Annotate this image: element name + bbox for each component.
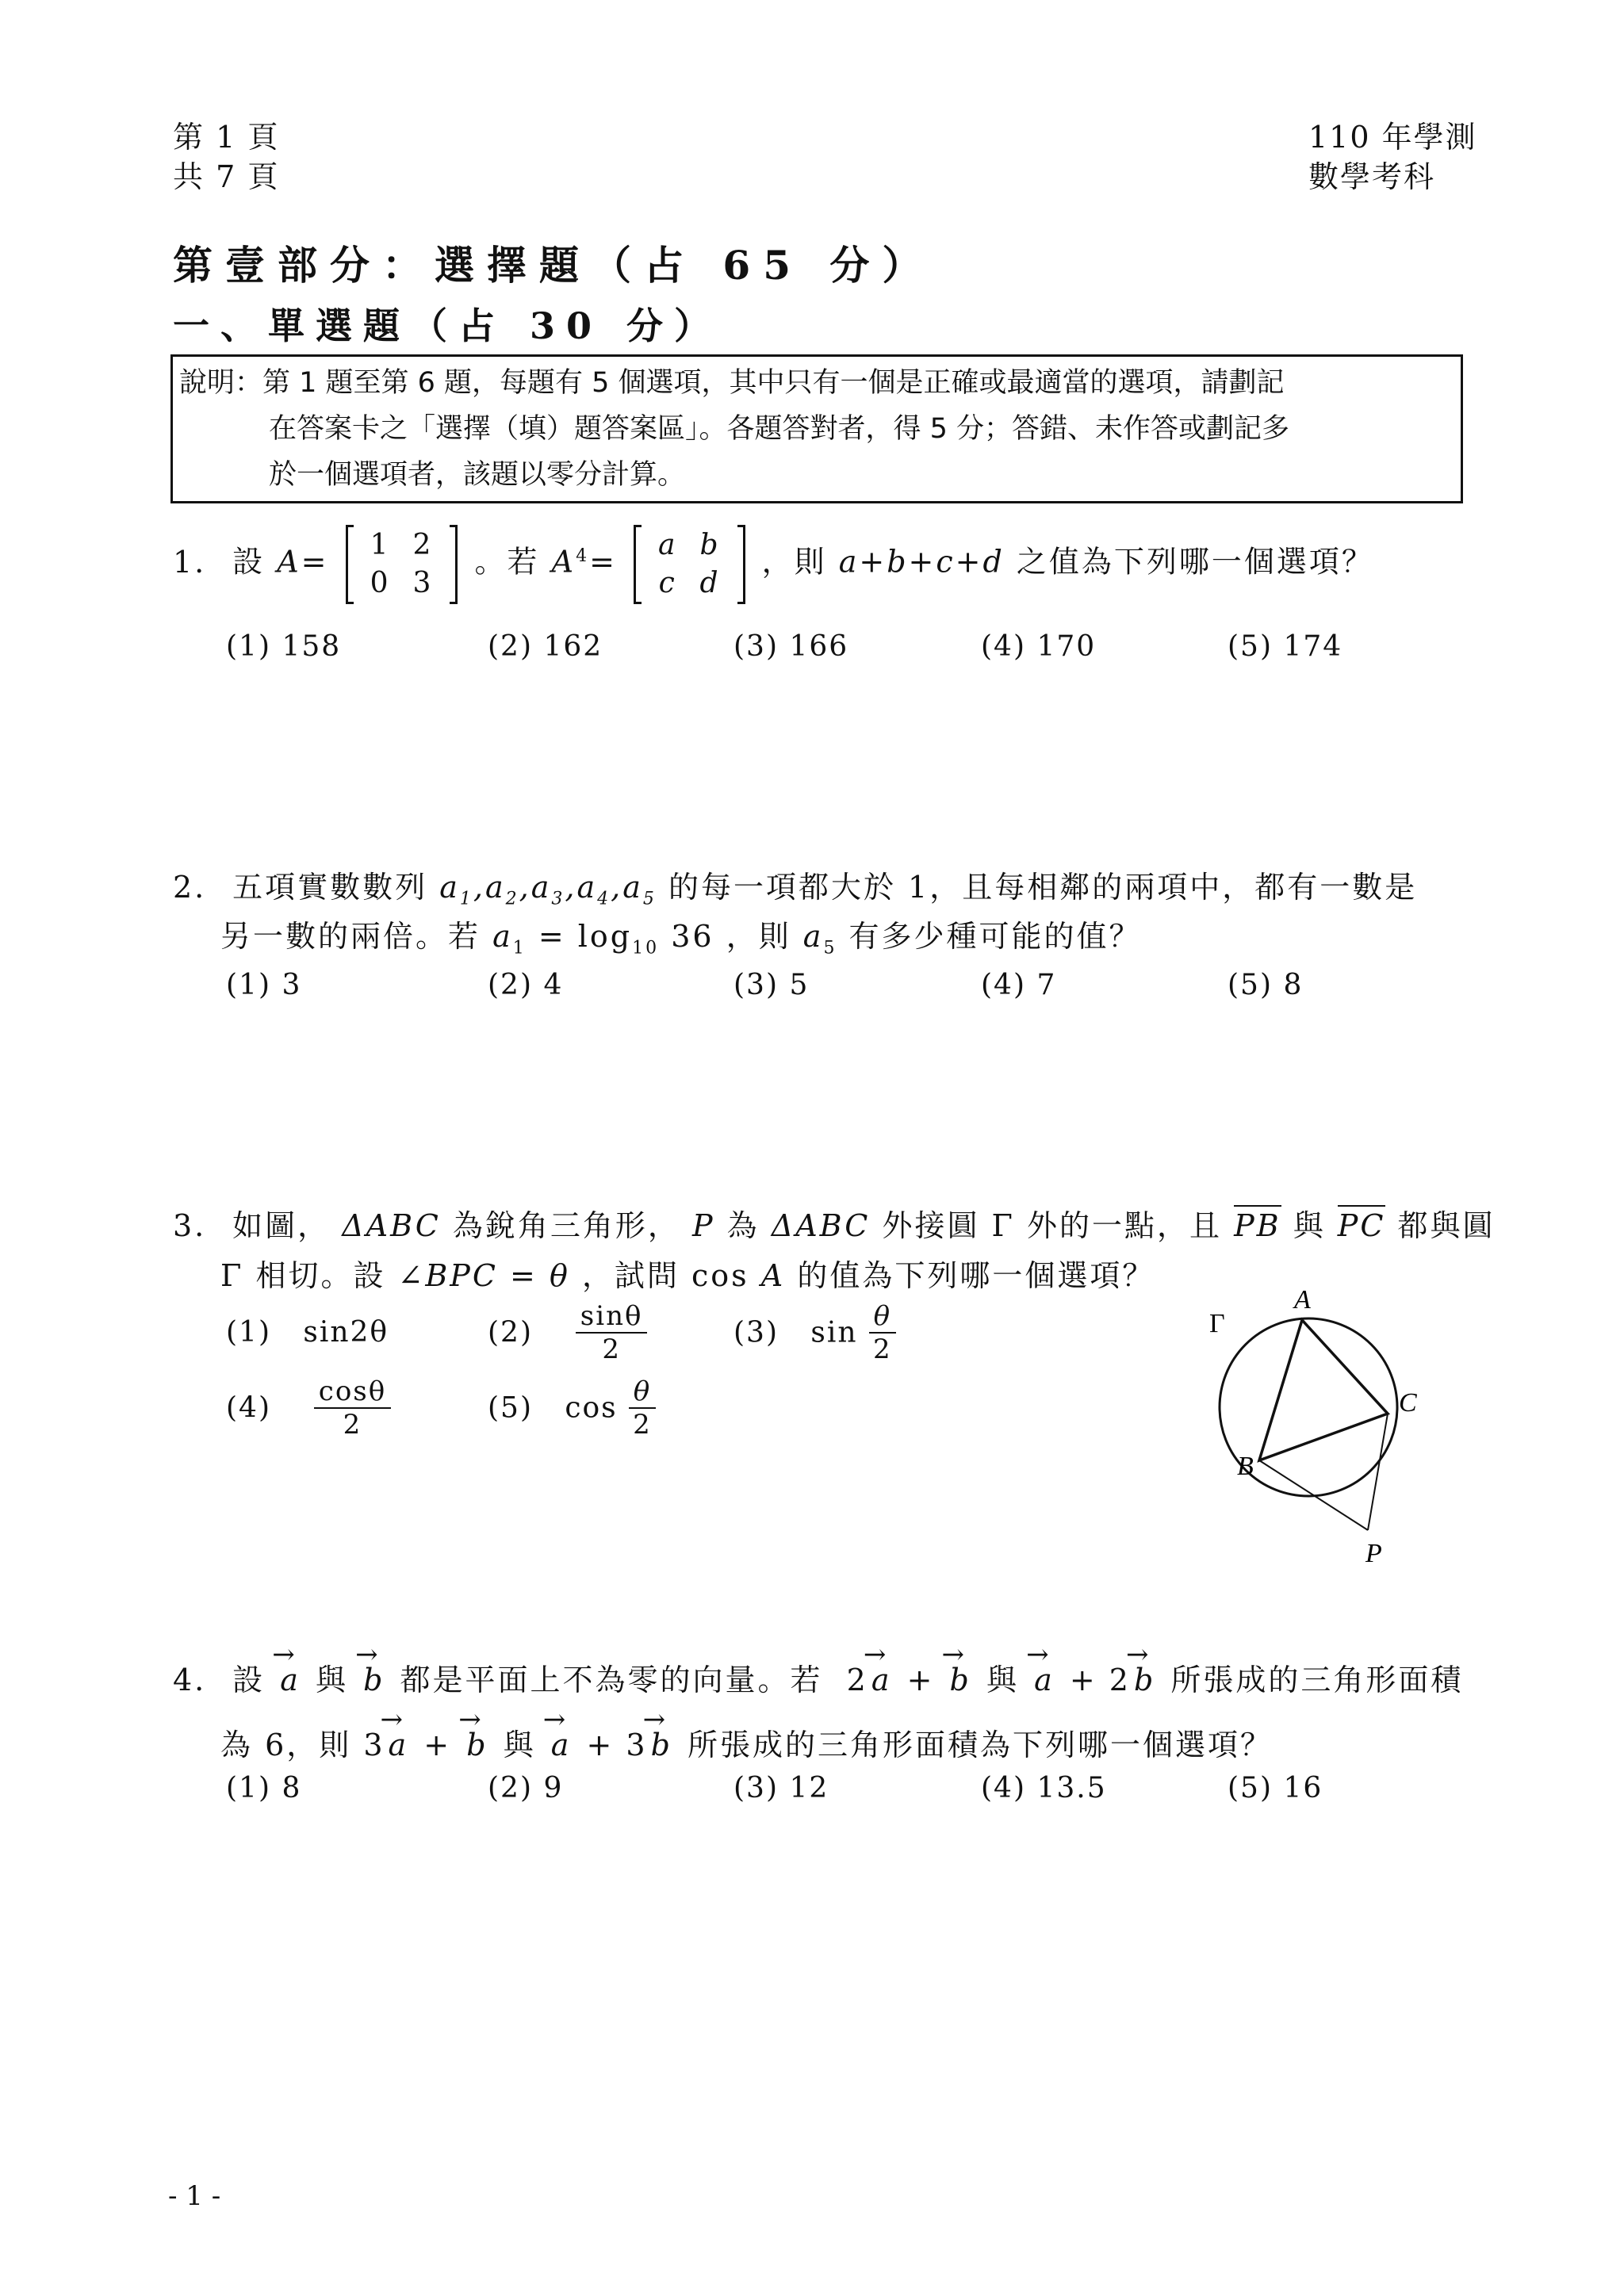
exam-title: 110 年學測 <box>1308 120 1477 155</box>
q2-option-3: (3) 5 <box>733 969 810 1001</box>
question-number: 2. <box>173 870 207 905</box>
label-b: B <box>1237 1452 1254 1481</box>
q1-option-3: (3) 166 <box>733 630 849 663</box>
q3-option-1: (1) sin2θ <box>226 1316 389 1349</box>
q3-figure <box>1189 1269 1451 1578</box>
q3-option-3: (3) sin $\frac{\theta}{2}$ <box>733 1300 897 1365</box>
question-3-line-2: Γ 相切。設 ∠BPC = θ ，試問 cos A 的值為下列哪一個選項？ <box>220 1258 1155 1293</box>
q4-option-2: (2) 9 <box>488 1772 564 1804</box>
part-title: 第壹部分：選擇題（占 65 分） <box>173 242 935 289</box>
q1-option-4: (4) 170 <box>981 630 1097 663</box>
q2-option-2: (2) 4 <box>488 969 564 1001</box>
matrix-A4: a b c d <box>634 525 745 604</box>
question-4: 4. 設 → a 與 → b 都是平面上不為零的向量。若 2→ a + → b 與 → a + 2→ b 所張成的三角形面積 <box>173 1655 1463 1699</box>
instruction-box <box>170 354 1463 503</box>
instruction-line-1: 說明：第 1 題至第 6 題，每題有 5 個選項，其中只有一個是正確或最適當的選項，請劃記 <box>179 367 1285 399</box>
vector-a: → a <box>277 1663 304 1697</box>
vector-b: → b <box>360 1663 388 1697</box>
label-p: P <box>1365 1539 1382 1568</box>
question-4-line-2: 為 6，則 3→ a + → b 與 → a + 3→ b 所張成的三角形面積為下列哪一個選項？ <box>220 1720 1273 1764</box>
section-title: 一、單選題（占 30 分） <box>173 304 722 347</box>
q2-option-1: (1) 3 <box>226 969 302 1001</box>
label-c: C <box>1399 1388 1417 1418</box>
segment-PC: PC <box>1338 1205 1386 1243</box>
label-a: A <box>1294 1285 1311 1314</box>
label-gamma: Γ <box>1209 1309 1225 1338</box>
tangent-pb <box>1259 1460 1368 1530</box>
total-pages: 共 7 頁 <box>173 159 280 194</box>
page-footer: - 1 - <box>168 2180 221 2212</box>
question-3: 3. 如圖， ΔABC 為銳角三角形， P 為 ΔABC 外接圓 Γ 外的一點，且 PB 與 PC 都與圓 <box>173 1201 1496 1245</box>
q4-option-3: (3) 12 <box>733 1772 829 1804</box>
q4-option-1: (1) 8 <box>226 1772 302 1804</box>
q2-option-5: (5) 8 <box>1228 969 1304 1001</box>
question-2-line-2: 另一數的兩倍。若 $a_1 = \log_{10} 36$ ，則 $a_5$ 有多少種可能的值？ <box>220 919 1142 959</box>
q1-option-5: (5) 174 <box>1228 630 1343 663</box>
question-number: 4. <box>173 1663 207 1697</box>
matrix-A: 1 2 0 3 <box>346 525 458 604</box>
q4-option-4: (4) 13.5 <box>981 1772 1107 1804</box>
q2-option-4: (4) 7 <box>981 969 1057 1001</box>
instruction-line-3: 於一個選項者，該題以零分計算。 <box>269 459 686 491</box>
q3-option-2: (2) $\frac{\sin\theta}{2}$ <box>488 1300 647 1365</box>
instruction-line-2: 在答案卡之「選擇（填）題答案區」。各題答對者，得 5 分；答錯、未作答或劃記多 <box>269 413 1290 445</box>
subject-title: 數學考科 <box>1308 159 1436 194</box>
segment-PB: PB <box>1234 1205 1281 1243</box>
question-number: 3. <box>173 1208 207 1243</box>
q1-option-2: (2) 162 <box>488 630 603 663</box>
q1-option-1: (1) 158 <box>226 630 342 663</box>
q3-option-4: (4) $\frac{\cos\theta}{2}$ <box>226 1376 391 1441</box>
q3-option-5: (5) cos $\frac{\theta}{2}$ <box>488 1376 657 1441</box>
q4-option-5: (5) 16 <box>1228 1772 1323 1804</box>
sequence: $a_1,a_2,a_3,a_4,a_5$ <box>439 870 657 909</box>
page-number: 第 1 頁 <box>173 120 280 155</box>
question-number: 1. <box>173 544 207 580</box>
question-2: 2. 五項實數數列 $a_1,a_2,a_3,a_4,a_5$ 的每一項都大於 1，且每相鄰的兩項中，都有一數是 <box>173 870 1418 909</box>
question-1: 1. 設 A= 1 2 0 3 。若 $A^4=$ a b c d ，則 a+b+c+d 之值為下列哪一個選項？ <box>173 525 1374 604</box>
